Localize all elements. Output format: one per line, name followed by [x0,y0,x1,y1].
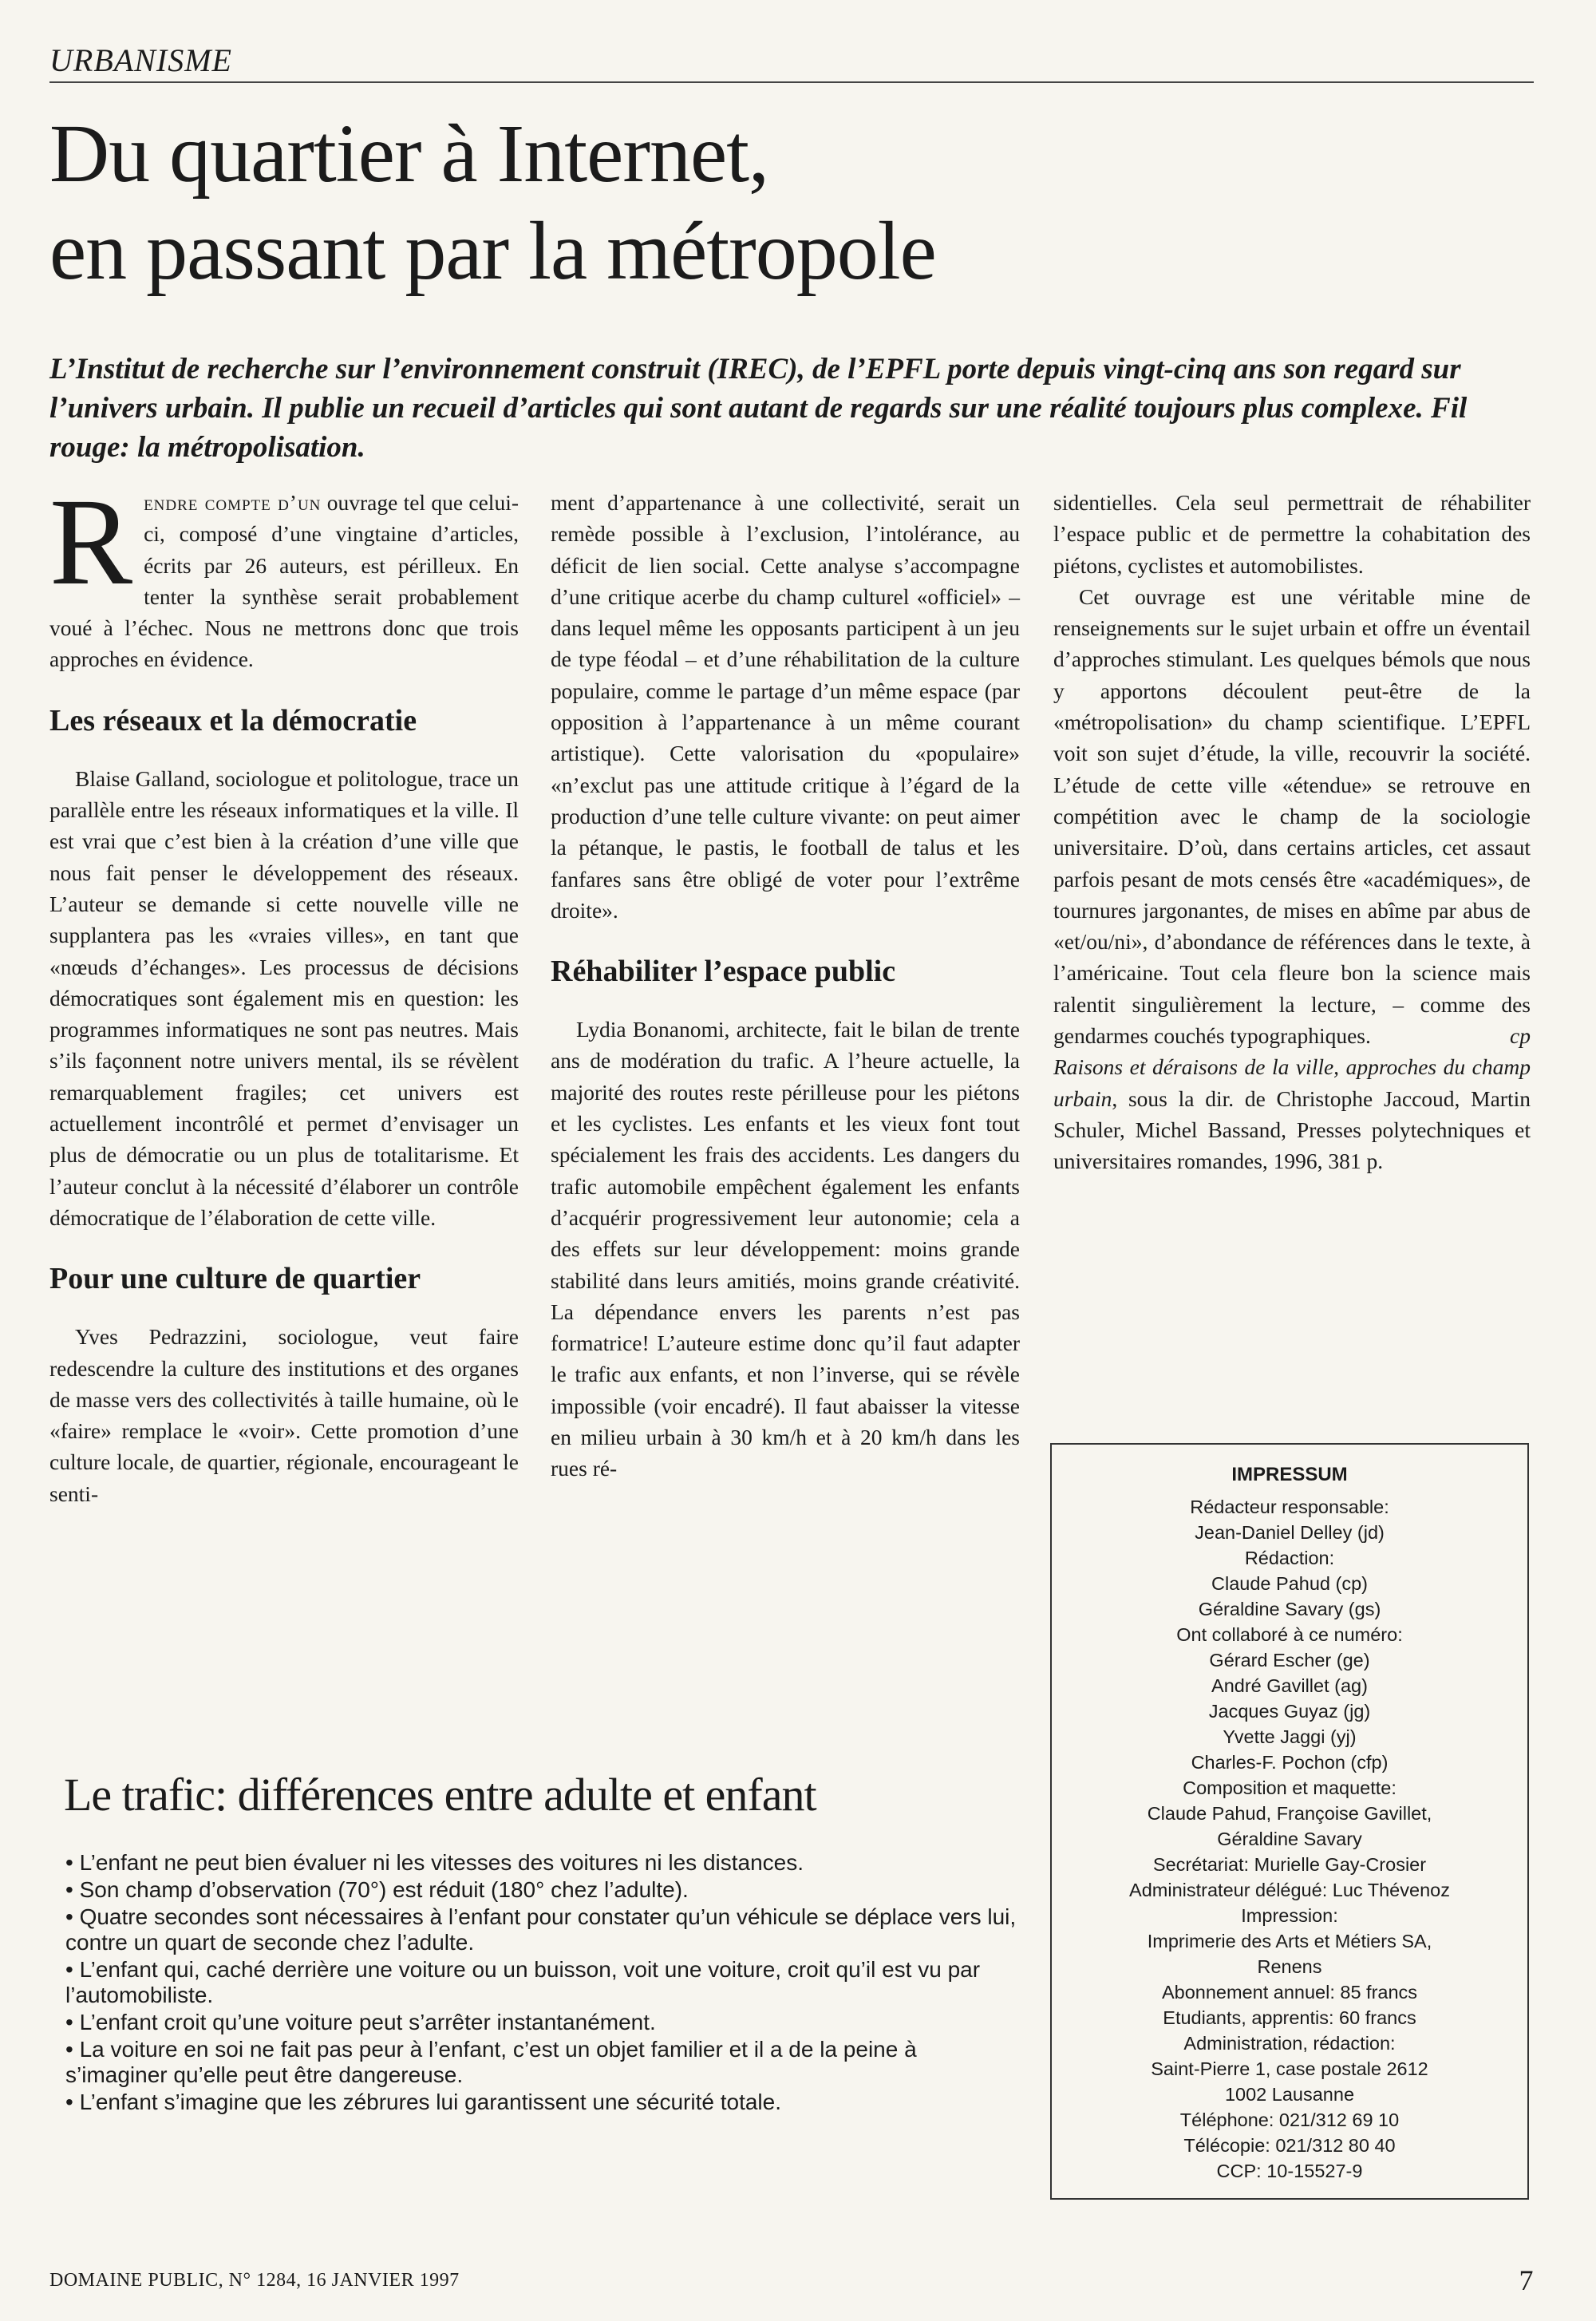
book-title: Raisons et déraisons de la ville, approches du champ urbain [1053,1054,1531,1111]
intro-paragraph [49,473,519,675]
sidebar-list-item: • L’enfant s’imagine que les zébrures lui garantissent une sécurité totale. [65,2090,781,2114]
sidebar-list [49,1850,1023,2115]
impressum-line: Gérard Escher (ge) [1209,1650,1370,1671]
impressum-line: Abonnement annuel: 85 francs [1161,1982,1418,2003]
sidebar-list-item: • L’enfant ne peut bien évaluer ni les vitesses des voitures ni les distances. [65,1850,804,1875]
page-footer [49,2264,1534,2302]
impressum-line: Ont collaboré à ce numéro: [1176,1624,1403,1645]
intro-text: ouvrage tel que celui-ci, composé d’une vingtaine d’articles, écrits par 26 auteurs, est périlleux. En tenter la synthèse serait probablement voué à l’échec. Nous ne mettrons donc que trois approches en évidence. [49,490,519,672]
impressum-lines [1060,1494,1519,2184]
footer-publication: DOMAINE PUBLIC, N° 1284, 16 JANVIER 1997 [49,2270,460,2291]
section-heading-culture: Pour une culture de quartier [49,1262,421,1296]
intro-smallcaps: endre compte d’un [144,490,322,515]
impressum-line: Jean-Daniel Delley (jd) [1195,1522,1385,1543]
impressum-line: Géraldine Savary [1217,1829,1362,1849]
public-space-paragraph-part-1: Lydia Bonanomi, architecte, fait le bilan de trente ans de modération du trafic. A l’heure actuelle, la majorité des routes reste périlleuse pour les piétons et les cyclistes. Les enfants et les vieux font tout spécialement les frais des accidents. Les dangers du trafic automobile empêchent également les enfants d’acquérir progressivement leur autonomie; cela a des effets sur leur développement: moins grande stabilité dans leurs amitiés, moins grande créativité. La dépendance envers les parents n’est pas formatrice! L’auteure estime donc qu’il faut adapter le trafic aux enfants, et non l’inverse, qui se révèle impossible (voir encadré). Il faut abaisser la vitesse en milieu urbain à 30 km/h et à 20 km/h dans les rues ré- [551,1017,1020,1481]
sidebar-list-item: • L’enfant croit qu’une voiture peut s’arrêter instantanément. [65,2010,656,2034]
traffic-sidebar [49,1767,1023,2198]
impressum-line: Impression: [1241,1905,1338,1926]
impressum-line: Jacques Guyaz (jg) [1208,1701,1371,1722]
networks-paragraph: Blaise Galland, sociologue et politologue, trace un parallèle entre les réseaux informatiques et la ville. Il est vrai que c’est bien à la création d’une ville que nous fait penser le développement des réseaux. L’auteur se demande si cette nouvelle ville ne supplantera pas les «vraies villes», en tant que «nœuds d’échanges». Les processus de décisions démocratiques sont également mis en question: les programmes informatiques ne sont pas neutres. Mais s’ils façonnent notre univers mental, ils se révèlent remarquablement fragiles; cet univers est actuellement incontrôlé et permet d’envisager un plus de démocratie ou un plus de totalitarisme. Et l’auteur conclut à la nécessité d’élaborer un contrôle démocratique de l’élaboration de cette ville. [49,765,519,1230]
article-column-1 [49,473,519,1506]
sidebar-list-item: • La voiture en soi ne fait pas peur à l’enfant, c’est un objet familier et il a de la peine à s’imaginer qu’elle peut être dangereuse. [65,2037,917,2087]
impressum-line: Charles-F. Pochon (cfp) [1191,1752,1389,1773]
impressum-box [1050,1443,1529,2200]
sidebar-list-item: • Quatre secondes sont nécessaires à l’enfant pour constater qu’un véhicule se déplace vers lui, contre un quart de seconde chez l’adulte. [65,1904,1017,1955]
section-heading-public-space: Réhabiliter l’espace public [551,955,896,989]
book-details: , sous la dir. de Christophe Jaccoud, Martin Schuler, Michel Bassand, Presses polytechniques et universitaires romandes, 1996, 381 p. [1053,1085,1531,1174]
culture-paragraph-part-2: ment d’appartenance à une collectivité, serait un remède possible à l’exclusion, l’intolérance, au déficit de lien social. Cette analyse s’accompagne d’une critique acerbe du champ culturel «officiel» – dans lequel même les opposants participent à un jeu de type féodal – et d’une réhabilitation de la culture populaire, comme le partage d’un même espace (par opposition à l’appartenance à un même courant artistique). Cette valorisation du «populaire» «n’exclut pas une attitude critique à l’égard de la production d’une telle culture vivante: on peut aimer la pétanque, le pastis, le football de talus et les fanfares sans être obligé de voter pour l’extrême droite». [551,490,1020,923]
impressum-line: André Gavillet (ag) [1211,1675,1368,1696]
impressum-line: Composition et maquette: [1183,1777,1396,1798]
impressum-line: Saint-Pierre 1, case postale 2612 [1151,2058,1428,2079]
impressum-line: Imprimerie des Arts et Métiers SA, [1147,1931,1432,1951]
impressum-line: CCP: 10-15527-9 [1216,2161,1363,2181]
headline [49,105,1534,300]
impressum-line: Administration, rédaction: [1183,2033,1396,2054]
impressum-line: Claude Pahud (cp) [1211,1573,1368,1594]
headline-line-1: Du quartier à Internet, [49,108,769,200]
impressum-line: Renens [1257,1956,1322,1977]
article-column-2 [551,487,1020,1481]
headline-line-2: en passant par la métropole [49,205,936,297]
section-label: URBANISME [49,42,1534,83]
impressum-line: Secrétariat: Murielle Gay-Crosier [1152,1854,1427,1875]
impressum-line: Rédacteur responsable: [1190,1497,1389,1517]
impressum-line: Etudiants, apprentis: 60 francs [1163,2007,1416,2028]
article-column-3 [1053,487,1531,1429]
sidebar-list-item: • L’enfant qui, caché derrière une voiture ou un buisson, voit une voiture, croit qu’il est vu par l’automobiliste. [65,1957,981,2007]
impressum-line: Géraldine Savary (gs) [1198,1599,1381,1619]
drop-cap: R [49,473,133,611]
author-signature: cp [1510,1023,1531,1049]
impressum-line: Claude Pahud, Françoise Gavillet, [1147,1803,1432,1824]
impressum-line: Télécopie: 021/312 80 40 [1183,2135,1396,2156]
impressum-line: Administrateur délégué: Luc Thévenoz [1129,1880,1450,1900]
sidebar-title: Le trafic: différences entre adulte et enfant [64,1769,816,1821]
conclusion-paragraph [1053,581,1531,1051]
public-space-paragraph-part-2: sidentielles. Cela seul permettrait de réhabiliter l’espace public et de permettre la cohabitation des piétons, cyclistes et automobilistes. [1053,490,1531,578]
lede: L’Institut de recherche sur l’environnement construit (IREC), de l’EPFL porte depuis vingt-cinq ans son regard sur l’univers urbain. Il publie un recueil d’articles qui sont autant de regards sur une réalité toujours plus complexe. Fil rouge: la métropolisation. [49,353,1468,464]
impressum-title: IMPRESSUM [1231,1464,1348,1485]
book-reference [1053,1051,1531,1176]
impressum-line: Yvette Jaggi (yj) [1223,1726,1357,1747]
impressum-line: Téléphone: 021/312 69 10 [1179,2109,1400,2130]
page-number: 7 [1519,2264,1534,2296]
culture-paragraph-part-1: Yves Pedrazzini, sociologue, veut faire redescendre la culture des institutions et des organes de masse vers des collectivités à taille humaine, où le «faire» remplace le «voir». Cette promotion d’une culture locale, de quartier, régionale, encourageant le senti- [49,1324,519,1506]
conclusion-text: Cet ouvrage est une véritable mine de renseignements sur le sujet urbain et offre un éventail d’approches stimulant. Les quelques bémols que nous y apportons découlent peut-être de la «métropolisation» du champ scientifique. L’EPFL voit son sujet d’étude, la ville, recouvrir la société. L’étude de cette ville «étendue» se retrouve en compétition avec le champ de la sociologie universitaire. D’où, dans certains articles, cet assaut parfois pesant de mots censés être «académiques», de tournures jargonantes, de mises en abîme par abus de «et/ou/ni», d’abondance de références dans le texte, à l’américaine. Tout cela fleure bon la science mais ralentit singulièrement la lecture, – comme des gendarmes couchés typographiques. [1053,583,1531,1049]
sidebar-list-item: • Son champ d’observation (70°) est réduit (180° chez l’adulte). [65,1877,689,1902]
section-heading-networks: Les réseaux et la démocratie [49,703,417,737]
impressum-line: Rédaction: [1244,1548,1335,1568]
impressum-line: 1002 Lausanne [1224,2084,1355,2105]
